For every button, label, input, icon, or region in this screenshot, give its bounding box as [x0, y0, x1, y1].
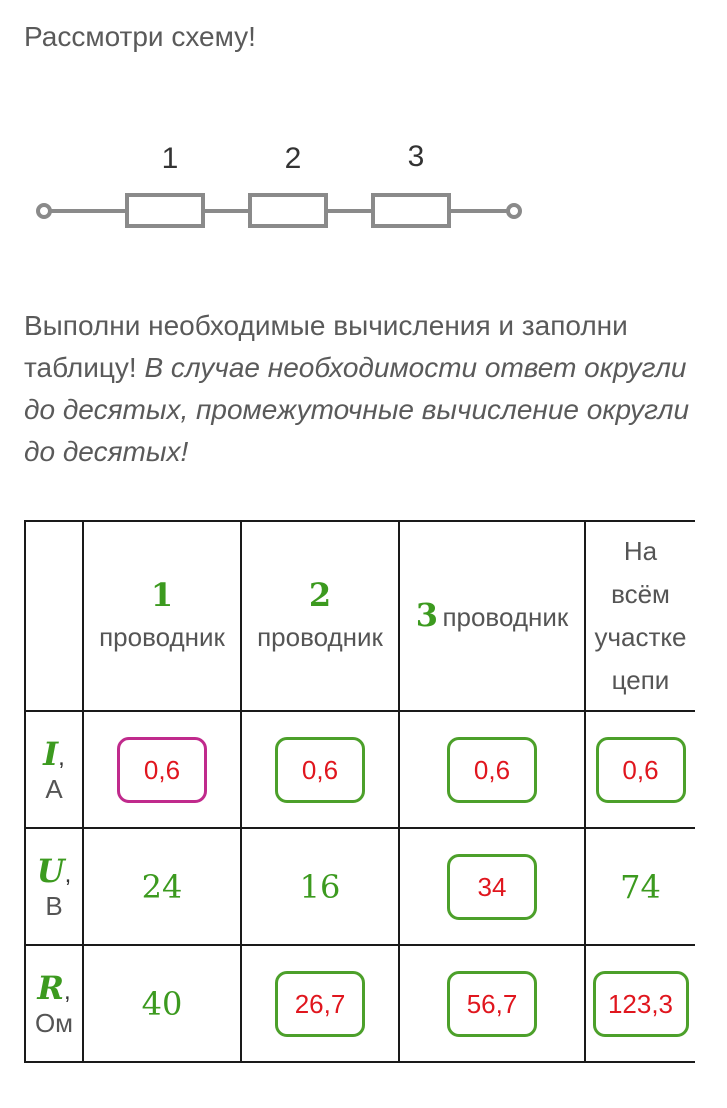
- cell-resistance-1: [83, 945, 241, 1062]
- quantity-unit: В: [45, 890, 63, 921]
- header-line: всём: [611, 579, 670, 609]
- header-line: участке: [594, 622, 687, 652]
- given-value: 16: [299, 867, 341, 906]
- answer-input-resistance-3[interactable]: 56,7: [447, 971, 537, 1037]
- resistor-1: [127, 195, 203, 226]
- given-value: 40: [141, 984, 183, 1023]
- header-line: На: [623, 536, 658, 566]
- cell-current-3: [399, 711, 585, 828]
- header-conductor-1: [83, 521, 241, 711]
- resistor-2: [250, 195, 326, 226]
- header-line: цепи: [611, 665, 670, 695]
- terminal-left: [38, 205, 50, 217]
- header-num: 2: [308, 576, 332, 614]
- quantity-unit: А: [45, 773, 63, 804]
- header-word: проводник: [257, 622, 383, 652]
- cell-voltage-3: [399, 828, 585, 945]
- cell-resistance-3: [399, 945, 585, 1062]
- results-table: [24, 520, 695, 1063]
- resistor-3-label: 3: [407, 140, 425, 173]
- circuit-diagram: [30, 130, 550, 240]
- row-voltage: [25, 828, 695, 945]
- task-plain: Выполни необходимые вычисления и заполни таблицу!: [24, 310, 628, 383]
- header-num: 3: [415, 596, 438, 634]
- answer-input-resistance-total[interactable]: 123,3: [593, 971, 689, 1037]
- answer-input-voltage-3[interactable]: 34: [447, 854, 537, 920]
- answer-input-current-2[interactable]: 0,6: [275, 737, 365, 803]
- cell-resistance-2: [241, 945, 399, 1062]
- quantity-voltage: U, В: [25, 828, 83, 945]
- answer-input-current-1[interactable]: 0,6: [117, 737, 207, 803]
- resistor-1-label: 1: [161, 142, 179, 175]
- task-italic: В случае необходимости ответ округли до десятых, промежуточные вычисление округли до десятых!: [24, 352, 690, 467]
- intro-text: Рассмотри схему!: [24, 21, 256, 52]
- answer-input-current-total[interactable]: 0,6: [596, 737, 686, 803]
- header-num: 1: [150, 576, 174, 614]
- cell-resistance-total: [585, 945, 695, 1062]
- row-current: [25, 711, 695, 828]
- header-whole-circuit: [585, 521, 695, 711]
- header-conductor-3: [399, 521, 585, 711]
- task-text: [24, 305, 694, 473]
- cell-current-2: [241, 711, 399, 828]
- quantity-symbol: U: [36, 851, 65, 890]
- quantity-current: I, А: [25, 711, 83, 828]
- header-word: проводник: [442, 602, 569, 632]
- quantity-symbol: R: [37, 968, 64, 1007]
- given-value: 74: [620, 867, 661, 906]
- answer-input-resistance-2[interactable]: 26,7: [275, 971, 365, 1037]
- cell-voltage-total: [585, 828, 695, 945]
- header-conductor-2: [241, 521, 399, 711]
- row-resistance: [25, 945, 695, 1062]
- cell-current-total: [585, 711, 695, 828]
- header-row: [25, 521, 695, 711]
- cell-current-1: [83, 711, 241, 828]
- cell-voltage-1: [83, 828, 241, 945]
- answer-input-current-3[interactable]: 0,6: [447, 737, 537, 803]
- cell-voltage-2: [241, 828, 399, 945]
- resistor-3: [373, 195, 449, 226]
- quantity-symbol: I: [43, 734, 59, 773]
- given-value: 24: [141, 867, 183, 906]
- resistor-2-label: 2: [284, 142, 302, 175]
- terminal-right: [508, 205, 520, 217]
- quantity-resistance: R, Ом: [25, 945, 83, 1062]
- header-empty: [25, 521, 83, 711]
- quantity-unit: Ом: [34, 1007, 74, 1038]
- header-word: проводник: [99, 622, 225, 652]
